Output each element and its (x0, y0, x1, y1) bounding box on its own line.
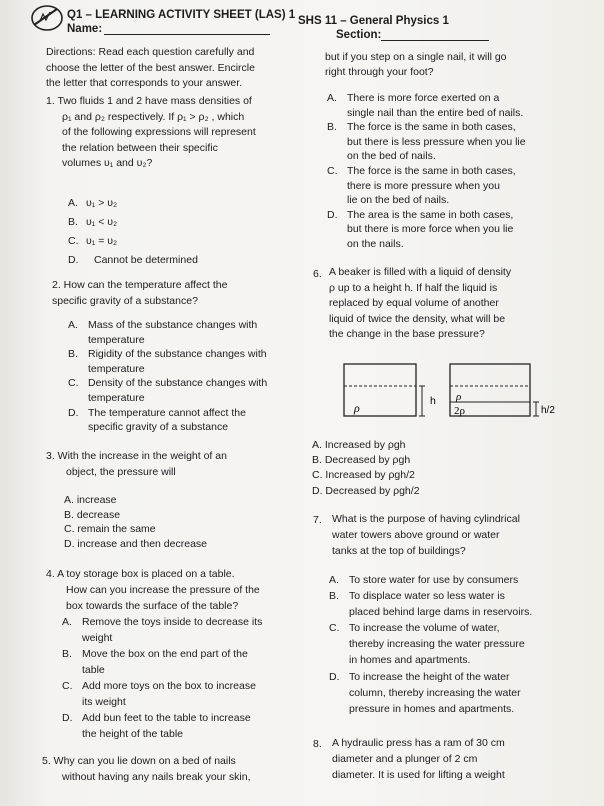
subject-title: SHS 11 – General Physics 1 (298, 15, 449, 27)
choice-7c[interactable]: C. To increase the volume of water, (329, 622, 500, 635)
question-3-choices (64, 493, 207, 552)
question-5: 5. Why can you lie down on a bed of nails without having any nails break your skin, (42, 755, 251, 783)
question-7-number: 7. (313, 514, 322, 526)
beaker-diagram (326, 360, 596, 422)
choice-6b[interactable]: B. Decreased by ρgh (312, 454, 411, 467)
directions: Directions: Read each question carefully and choose the letter of the best answer. Encircle the letter that corresponds to your answer. (46, 46, 255, 89)
school-logo-icon (30, 3, 64, 33)
choice-6d[interactable]: D. Decreased by ρgh/2 (312, 484, 420, 497)
question-2: 2. How can the temperature affect the specific gravity of a substance? (52, 279, 228, 307)
choice-2b[interactable]: B. Rigidity of the substance changes with (68, 348, 267, 361)
choice-3d[interactable]: D. increase and then decrease (64, 538, 208, 551)
name-line[interactable] (104, 34, 270, 35)
choice-7d[interactable]: D. To increase the height of the water (329, 670, 510, 683)
choice-4c[interactable]: C. Add more toys on the box to increase (62, 680, 256, 692)
h-label: h (430, 395, 436, 407)
choice-4d[interactable]: D. Add bun feet to the table to increase (62, 712, 251, 724)
choice-6a[interactable]: A. Increased by ρgh (312, 439, 406, 451)
choice-2c[interactable]: C. Density of the substance changes with (68, 377, 268, 390)
choice-1c[interactable]: C. υ₁ = υ₂ (68, 235, 118, 247)
choice-5b[interactable]: B. The force is the same in both cases, (327, 121, 516, 134)
choice-2d[interactable]: D. The temperature cannot affect the (68, 406, 246, 419)
h-half-label: h/2 (541, 405, 555, 416)
section-label: Section: (336, 29, 382, 41)
choice-4a[interactable]: A. Remove the toys inside to decrease its (62, 616, 263, 628)
rho-label: ρ (354, 401, 360, 415)
choice-2a[interactable]: A. Mass of the substance changes with (68, 319, 258, 331)
question-6-choices (312, 438, 420, 499)
question-8-number: 8. (313, 738, 322, 750)
choice-1a[interactable]: A. υ₁ > υ₂ (68, 197, 118, 209)
choice-3a[interactable]: A. increase (64, 494, 117, 506)
choice-1d[interactable]: D. Cannot be determined (68, 254, 198, 266)
question-7: What is the purpose of having cylindrical water towers above ground or water tanks at the top of buildings? (332, 513, 520, 557)
question-5-continued: but if you step on a single nail, it will go right through your foot? (325, 51, 507, 78)
question-1-choices (68, 194, 198, 270)
choice-5d[interactable]: D. The area is the same in both cases, (327, 208, 514, 221)
worksheet-title: Q1 – LEARNING ACTIVITY SHEET (LAS) 1 (67, 9, 296, 21)
choice-1b[interactable]: B. υ₁ < υ₂ (68, 216, 118, 228)
choice-7a[interactable]: A. To store water for use by consumers (329, 574, 519, 586)
two-rho-label: 2ρ (454, 405, 465, 417)
question-5-choices: A. There is more force exerted on a single nail than the entire bed of nails. B. The force is the same in both cases, but there is less pressure when you lie on the bed of nails. C. The force is the same in both cases, there is more pressure when you lie on the bed of nails. D. The area is the same in both cases, but there is more force when you lie on the nails. (327, 92, 526, 250)
question-3: 3. With the increase in the weight of an object, the pressure will (46, 450, 227, 478)
choice-7b[interactable]: B. To displace water so less water is (329, 590, 505, 603)
question-6: A beaker is filled with a liquid of density ρ up to a height h. If half the liquid is replaced by equal volume of another liquid of twice the density, what will be the change in the base pressure? (329, 266, 512, 341)
choice-6c[interactable]: C. Increased by ρgh/2 (312, 469, 415, 482)
question-4-choices: A. Remove the toys inside to decrease its weight B. Move the box on the end part of the table C. Add more toys on the box to increase its weight D. Add bun feet to the table to increase the height of the table (62, 616, 263, 740)
choice-5a[interactable]: A. There is more force exerted on a (327, 92, 500, 104)
rho-top-label: ρ (456, 391, 462, 403)
name-label: Name: (67, 23, 103, 35)
choice-3c[interactable]: C. remain the same (64, 523, 156, 536)
question-4: 4. A toy storage box is placed on a table. How can you increase the pressure of the box towards the surface of the table? (46, 568, 260, 612)
question-8: A hydraulic press has a ram of 30 cm diameter and a plunger of 2 cm diameter. It is used for lifting a weight (332, 737, 505, 781)
question-6-number: 6. (313, 268, 322, 280)
choice-3b[interactable]: B. decrease (64, 508, 121, 521)
question-2-choices: A. Mass of the substance changes with temperature B. Rigidity of the substance changes with temperature C. Density of the substance changes with temperature D. The temperature cannot affect the specific gravity of a substance (68, 319, 268, 434)
question-1: 1. Two fluids 1 and 2 have mass densities of ρ₁ and ρ₂ respectively. If ρ₁ > ρ₂ , which of the following expressions will represent the relation between their specific volumes υ₁ and υ₂? (46, 95, 256, 169)
choice-5c[interactable]: C. The force is the same in both cases, (327, 164, 516, 177)
choice-4b[interactable]: B. Move the box on the end part of the (62, 648, 248, 660)
question-7-choices: A. To store water for use by consumers B. To displace water so less water is placed behind large dams in reservoirs. C. To increase the volume of water, thereby increasing the water pressure in homes and apartments. D. To increase the height of the water column, thereby increasing the water pressure in homes and apartments. (329, 574, 533, 715)
section-line[interactable] (381, 40, 489, 41)
